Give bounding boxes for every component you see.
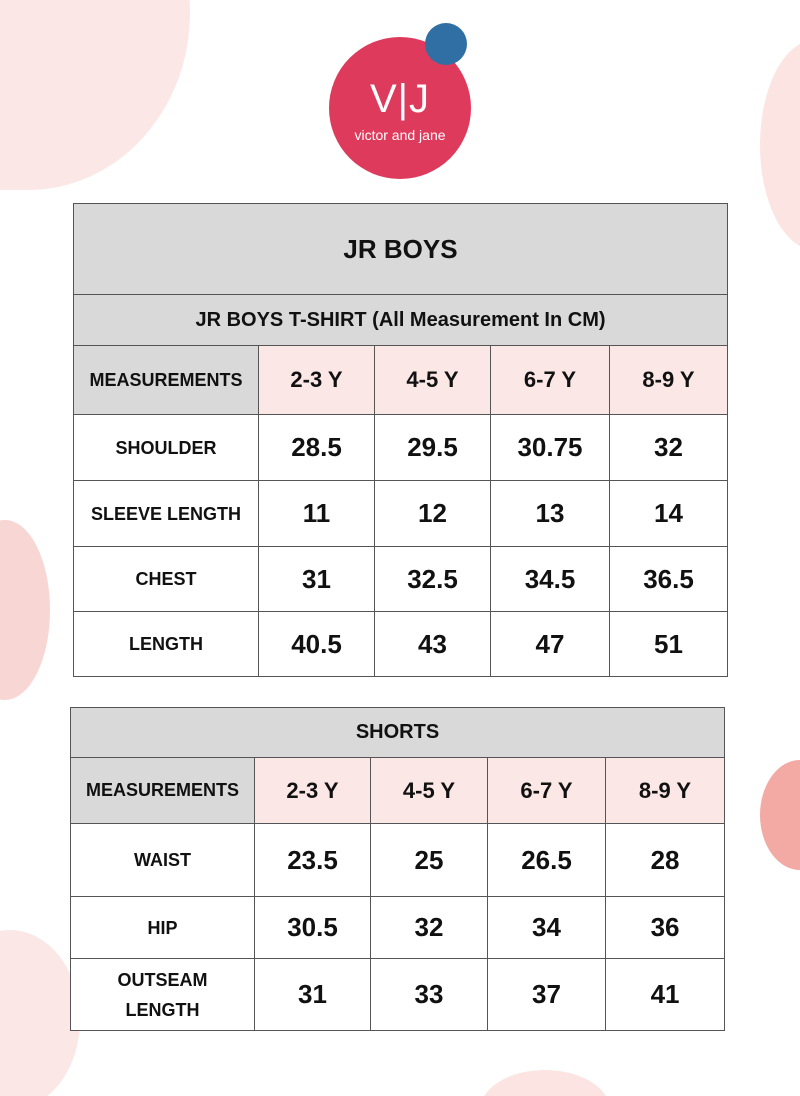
table-cell: 41 [606,959,725,1031]
logo-dot [425,23,467,65]
size-header: 4-5 Y [375,346,491,415]
table-row [74,612,728,677]
table-row [71,824,725,897]
row-label: OUTSEAM LENGTH [71,959,255,1031]
table-cell: 13 [491,481,610,547]
size-header: 8-9 Y [610,346,728,415]
table-cell: 43 [375,612,491,677]
table-cell: 11 [259,481,375,547]
background-blob [760,760,800,870]
size-header: 8-9 Y [606,758,725,824]
table-cell: 12 [375,481,491,547]
size-header: 2-3 Y [259,346,375,415]
table-subtitle: JR BOYS T-SHIRT (All Measurement In CM) [74,295,728,346]
size-header: 6-7 Y [491,346,610,415]
background-blob [760,40,800,250]
table-cell: 29.5 [375,415,491,481]
table-cell: 36.5 [610,547,728,612]
table-cell: 28.5 [259,415,375,481]
shorts-size-table [70,707,725,1031]
table-header-row [71,758,725,824]
logo-mark: V|J [369,77,431,121]
table-cell: 28 [606,824,725,897]
background-blob [480,1070,610,1096]
measurements-header: MEASUREMENTS [71,758,255,824]
table-cell: 34 [488,897,606,959]
table-cell: 30.5 [255,897,371,959]
row-label: LENGTH [74,612,259,677]
size-header: 6-7 Y [488,758,606,824]
table-row [71,897,725,959]
background-blob [0,520,50,700]
table-row [74,547,728,612]
table-cell: 37 [488,959,606,1031]
table-cell: 51 [610,612,728,677]
table-title: SHORTS [71,708,725,758]
row-label: SLEEVE LENGTH [74,481,259,547]
table-cell: 23.5 [255,824,371,897]
table-cell: 33 [371,959,488,1031]
logo-brand-name: victor and jane [354,127,446,143]
table-cell: 25 [371,824,488,897]
size-header: 2-3 Y [255,758,371,824]
size-header: 4-5 Y [371,758,488,824]
row-label: CHEST [74,547,259,612]
table-cell: 14 [610,481,728,547]
table-cell: 36 [606,897,725,959]
table-cell: 26.5 [488,824,606,897]
table-cell: 30.75 [491,415,610,481]
table-title: JR BOYS [74,204,728,295]
table-cell: 34.5 [491,547,610,612]
table-cell: 32.5 [375,547,491,612]
row-label: SHOULDER [74,415,259,481]
table-row [71,959,725,1031]
table-header-row [74,346,728,415]
tshirt-size-table [73,203,728,677]
table-cell: 32 [610,415,728,481]
table-cell: 32 [371,897,488,959]
table-cell: 31 [255,959,371,1031]
table-cell: 31 [259,547,375,612]
table-row [74,481,728,547]
background-blob [0,930,80,1096]
row-label: HIP [71,897,255,959]
table-cell: 40.5 [259,612,375,677]
row-label: WAIST [71,824,255,897]
table-row [74,415,728,481]
table-cell: 47 [491,612,610,677]
measurements-header: MEASUREMENTS [74,346,259,415]
background-blob [0,0,190,190]
